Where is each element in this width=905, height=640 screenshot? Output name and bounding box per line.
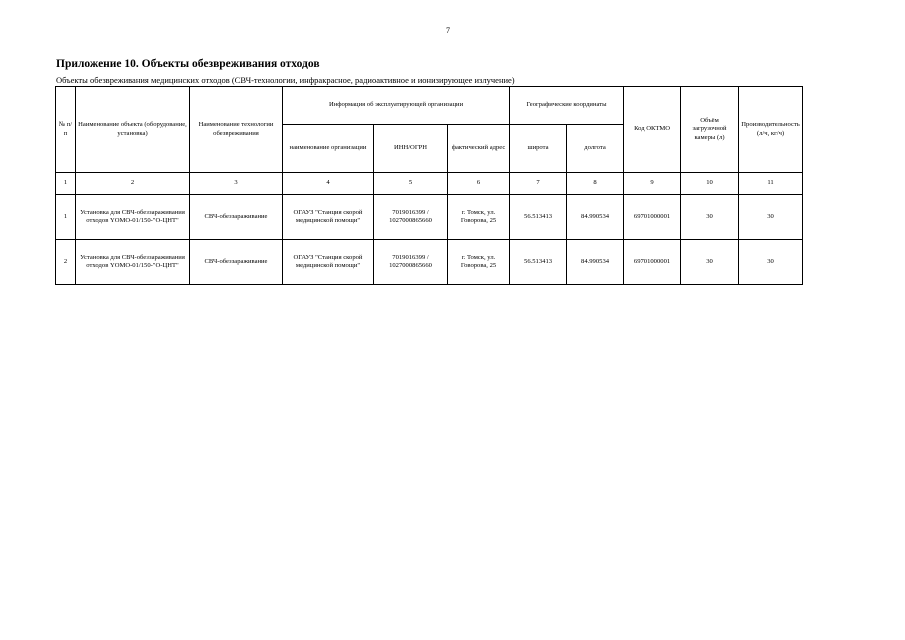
cell-address: г. Томск, ул. Говорова, 25 (448, 195, 510, 240)
cell-num: 2 (56, 240, 76, 285)
column-number: 11 (739, 173, 803, 195)
cell-oktmo: 69701000001 (624, 195, 681, 240)
header-address: фактический адрес (448, 125, 510, 173)
table-row (56, 240, 803, 285)
cell-org-name: ОГАУЗ "Станция скорой медицинской помощи" (283, 195, 374, 240)
column-number: 4 (283, 173, 374, 195)
page-number: 7 (446, 26, 450, 35)
header-latitude: широта (510, 125, 567, 173)
table-caption: Объекты обезвреживания медицинских отходов (СВЧ-технологии, инфракрасное, радиоактивное и ионизирующее излучение) (56, 75, 515, 85)
cell-oktmo: 69701000001 (624, 240, 681, 285)
column-number: 6 (448, 173, 510, 195)
column-number: 2 (76, 173, 190, 195)
cell-num: 1 (56, 195, 76, 240)
column-number: 5 (374, 173, 448, 195)
header-object-name: Наименование объекта (оборудование, установка) (76, 87, 190, 173)
cell-longitude: 84.990534 (567, 240, 624, 285)
cell-latitude: 56.513413 (510, 240, 567, 285)
header-technology: Наименование технологии обезвреживания (190, 87, 283, 173)
cell-inn-ogrn: 7019016399 / 1027000865660 (374, 240, 448, 285)
page-title: Приложение 10. Объекты обезвреживания отходов (56, 58, 320, 70)
column-number: 3 (190, 173, 283, 195)
column-number-row (56, 173, 803, 195)
cell-inn-ogrn: 7019016399 / 1027000865660 (374, 195, 448, 240)
header-org-name: наименование организации (283, 125, 374, 173)
cell-address: г. Томск, ул. Говорова, 25 (448, 240, 510, 285)
cell-longitude: 84.990534 (567, 195, 624, 240)
cell-org-name: ОГАУЗ "Станция скорой медицинской помощи" (283, 240, 374, 285)
cell-object-name: Установка для СВЧ-обеззараживания отходов YOMO-01/150-"О-ЦНТ" (76, 240, 190, 285)
header-oktmo: Код ОКТМО (624, 87, 681, 173)
header-operator-info: Информация об эксплуатирующей организации (283, 87, 510, 125)
cell-chamber-volume: 30 (681, 195, 739, 240)
header-num: № п/п (56, 87, 76, 173)
cell-chamber-volume: 30 (681, 240, 739, 285)
header-inn-ogrn: ИНН/ОГРН (374, 125, 448, 173)
cell-capacity: 30 (739, 240, 803, 285)
header-longitude: долгота (567, 125, 624, 173)
table-row (56, 195, 803, 240)
cell-latitude: 56.513413 (510, 195, 567, 240)
header-chamber-volume: Объём загрузочной камеры (л) (681, 87, 739, 173)
header-capacity: Производительность (л/ч, кг/ч) (739, 87, 803, 173)
cell-technology: СВЧ-обеззараживание (190, 195, 283, 240)
column-number: 10 (681, 173, 739, 195)
header-geo: Географические координаты (510, 87, 624, 125)
column-number: 8 (567, 173, 624, 195)
column-number: 1 (56, 173, 76, 195)
cell-object-name: Установка для СВЧ-обеззараживания отходов YOMO-01/150-"О-ЦНТ" (76, 195, 190, 240)
column-number: 7 (510, 173, 567, 195)
waste-objects-table (55, 86, 803, 285)
cell-technology: СВЧ-обеззараживание (190, 240, 283, 285)
cell-capacity: 30 (739, 195, 803, 240)
column-number: 9 (624, 173, 681, 195)
